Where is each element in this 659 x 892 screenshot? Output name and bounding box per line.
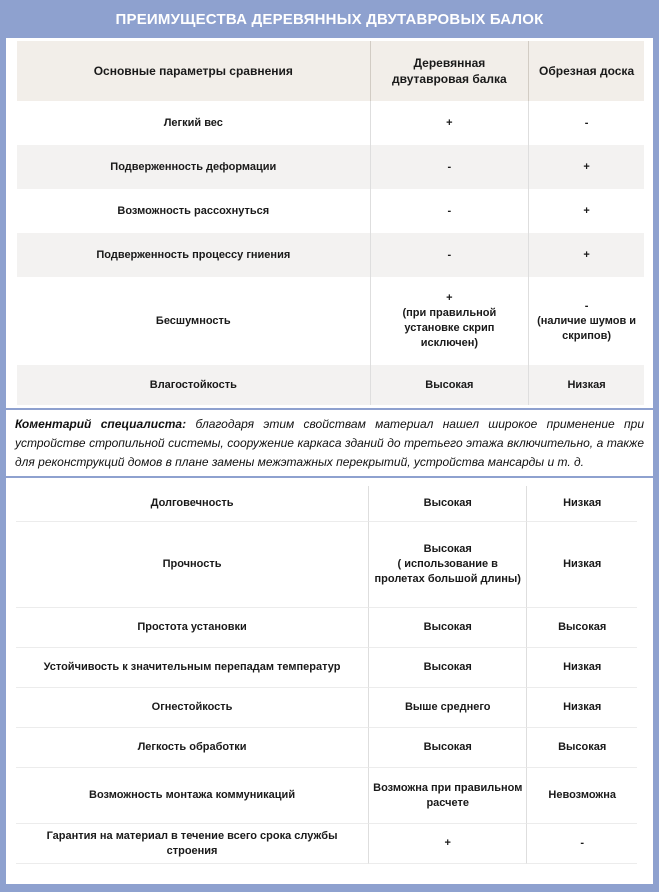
- table-row: [17, 145, 644, 189]
- table-row: [17, 101, 644, 145]
- row-board-value: Невозможна: [526, 768, 637, 824]
- row-board-value: +: [528, 189, 644, 233]
- row-board-value: Низкая: [528, 365, 644, 405]
- row-beam-value: Высокая: [370, 365, 529, 405]
- row-beam-value: + (при правильной установке скрип исключен): [370, 277, 529, 365]
- row-board-value: +: [528, 233, 644, 277]
- specialist-comment: [6, 408, 653, 478]
- content-panel: [6, 38, 653, 884]
- row-beam-value: Высокая: [368, 648, 526, 688]
- table-row: [16, 728, 637, 768]
- row-beam-value: Высокая ( использование в пролетах большой длины): [368, 522, 526, 608]
- comparison-table-bottom: [16, 486, 637, 864]
- row-board-value: Низкая: [526, 688, 637, 728]
- row-board-value: Низкая: [526, 648, 637, 688]
- header-beam: Деревянная двутавровая балка: [370, 41, 529, 101]
- table-row: [16, 608, 637, 648]
- row-board-value: -: [526, 824, 637, 864]
- row-param: Простота установки: [16, 608, 368, 648]
- row-param: Возможность монтажа коммуникаций: [16, 768, 368, 824]
- row-board-value: +: [528, 145, 644, 189]
- table-row: [17, 233, 644, 277]
- header-params: Основные параметры сравнения: [17, 41, 370, 101]
- row-beam-value: -: [370, 233, 529, 277]
- page-title: ПРЕИМУЩЕСТВА ДЕРЕВЯННЫХ ДВУТАВРОВЫХ БАЛОК: [115, 10, 544, 28]
- comment-text: благодаря этим свойствам материал нашел широкое применение при устройстве стропильной системы, сооружение каркаса зданий до третьего этажа включительно, а также для реконструкций домов в плане замены межэтажных перекрытий, устройства мансарды и т. д.: [15, 417, 644, 469]
- comment-label: Коментарий специалиста:: [15, 417, 187, 431]
- row-board-value: Высокая: [526, 728, 637, 768]
- row-beam-value: Высокая: [368, 728, 526, 768]
- row-board-value: -: [528, 101, 644, 145]
- table-row: [17, 189, 644, 233]
- table-row: [16, 486, 637, 522]
- table-row: [17, 277, 644, 365]
- row-param: Прочность: [16, 522, 368, 608]
- table-row: [16, 522, 637, 608]
- row-board-value: Низкая: [526, 522, 637, 608]
- row-beam-value: -: [370, 145, 529, 189]
- row-beam-value: -: [370, 189, 529, 233]
- row-param: Гарантия на материал в течение всего срока службы строения: [16, 824, 368, 864]
- comparison-table-top: [17, 41, 644, 405]
- row-beam-value: Выше среднего: [368, 688, 526, 728]
- row-param: Устойчивость к значительным перепадам температур: [16, 648, 368, 688]
- row-beam-value: Высокая: [368, 486, 526, 522]
- row-param: Долговечность: [16, 486, 368, 522]
- row-param: Подверженность деформации: [17, 145, 370, 189]
- row-beam-value: +: [370, 101, 529, 145]
- table-row: [16, 688, 637, 728]
- row-param: Влагостойкость: [17, 365, 370, 405]
- row-param: Подверженность процессу гниения: [17, 233, 370, 277]
- table-row: [16, 648, 637, 688]
- header-board: Обрезная доска: [528, 41, 644, 101]
- row-beam-value: +: [368, 824, 526, 864]
- row-param: Бесшумность: [155, 314, 231, 327]
- row-param: Возможность рассохнуться: [117, 204, 270, 217]
- row-board-value: Высокая: [526, 608, 637, 648]
- row-board-value: - (наличие шумов и скрипов): [528, 277, 644, 365]
- row-param: Огнестойкость: [16, 688, 368, 728]
- table-row: [17, 365, 644, 405]
- row-param: Легкость обработки: [16, 728, 368, 768]
- row-beam-value: Высокая: [368, 608, 526, 648]
- row-board-value: Низкая: [526, 486, 637, 522]
- table-header-row: [17, 41, 644, 101]
- row-param: Легкий вес: [163, 116, 223, 129]
- table-row: [16, 768, 637, 824]
- row-beam-value: Возможна при правильном расчете: [368, 768, 526, 824]
- table-row: [16, 824, 637, 864]
